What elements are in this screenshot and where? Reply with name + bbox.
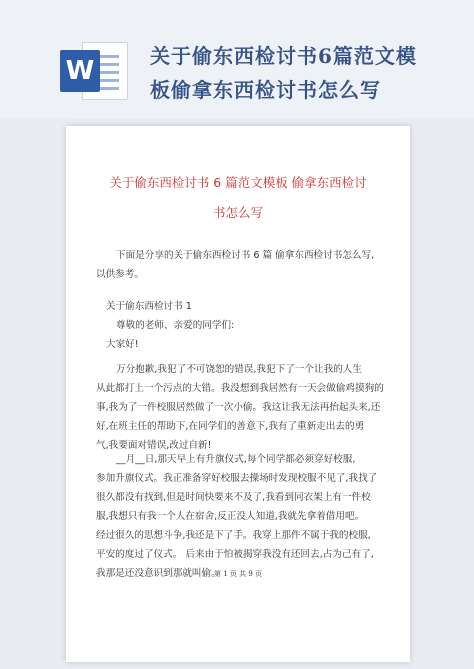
body-line: 我那是还没意识到那就叫偷。 — [96, 568, 221, 579]
document-page — [66, 126, 410, 662]
document-title-line-1: 关于偷东西检讨书 6 篇范文模板 偷拿东西检讨 — [109, 175, 367, 190]
letter-opening — [96, 297, 386, 354]
body-line: 服,我想只有我一个人在宿舍,反正没人知道,我就先拿着借用吧。 — [96, 511, 365, 522]
page-indicator: 第 1 页 共 9 页 — [213, 570, 263, 578]
body-paragraph-1 — [96, 360, 386, 455]
word-letter-badge: W — [60, 50, 100, 92]
intro-paragraph — [96, 246, 386, 284]
salutation: 尊敬的老师、亲爱的同学们: — [116, 320, 235, 331]
section-heading: 关于偷东西检讨书 1 — [106, 301, 192, 312]
body-line: 经过很久的思想斗争,我还是下了手。我穿上那件不属于我的校服, — [96, 530, 371, 541]
document-title-line-2: 书怎么写 — [212, 205, 263, 220]
page-title-line-2: 板偷拿东西检讨书怎么写 — [150, 78, 381, 102]
intro-line: 下面是分享的关于偷东西检讨书 6 篇 偷拿东西检讨书怎么写, — [116, 250, 375, 261]
body-line: 事,我为了一件校服居然做了一次小偷。我这让我无法再抬起头来,还 — [96, 402, 381, 413]
body-line: 平安的度过了仪式。 后来由于怕被揭穿我没有还回去,占为己有了, — [96, 549, 374, 560]
greeting: 大家好! — [106, 339, 139, 350]
page-title-line-1: 关于偷东西检讨书6篇范文模 — [150, 44, 417, 68]
body-line: 万分抱歉,我犯了不可饶恕的错误,我犯下了一个让我的人生 — [116, 364, 362, 375]
body-line: 好,在班主任的帮助下,在同学们的善意下,我有了重新走出去的勇 — [96, 421, 365, 432]
preview-header — [0, 0, 474, 118]
word-document-icon — [60, 38, 126, 102]
body-line: 气,我要面对错误,改过自新! — [96, 440, 212, 451]
body-line: __月__日,那天早上有升旗仪式,每个同学都必须穿好校服, — [116, 454, 356, 465]
body-line: 从此都打上一个污点的大错。我没想到我居然有一天会做偷鸡摸狗的 — [96, 383, 384, 394]
body-line: 参加升旗仪式。我正准备穿好校服去操场时发现校服不见了,我找了 — [96, 473, 378, 484]
body-paragraph-2 — [96, 450, 386, 583]
body-line: 很久都没有找到,但是时间快要来不及了,我看到同衣架上有一件校 — [96, 492, 371, 503]
intro-line: 以供参考。 — [96, 269, 144, 280]
